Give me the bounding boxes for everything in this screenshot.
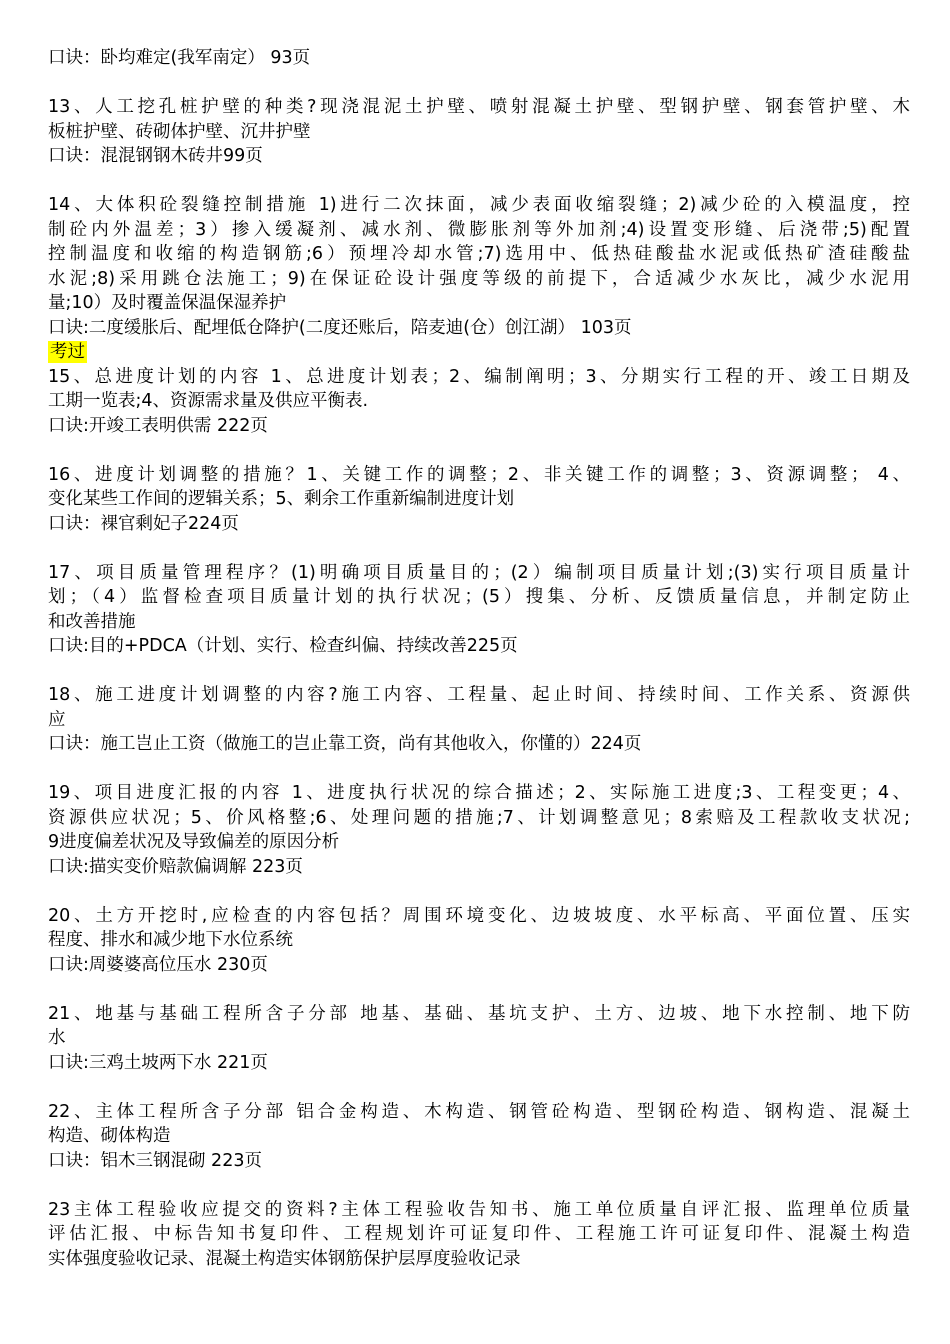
paragraph-gap	[48, 536, 910, 561]
paragraph-gap	[48, 1173, 910, 1198]
text-line: 水	[48, 1028, 66, 1048]
text-line: 和改善措施	[48, 611, 136, 632]
paragraph-gap	[48, 1075, 910, 1100]
text-line: 评估汇报、中标告知书复印件、工程规划许可证复印件、工程施工许可证复印件、混凝土构造	[48, 1224, 910, 1244]
paragraph-gap	[48, 879, 910, 904]
text-line: 口诀：卧均难定(我军南定） 93页	[48, 48, 311, 68]
text-line: 板桩护壁、砖砌体护壁、沉井护壁	[48, 121, 311, 142]
text-line: 口诀：混混钢钢木砖井99页	[48, 146, 263, 166]
paragraph-gap	[48, 757, 910, 782]
paragraph-gap	[48, 659, 910, 684]
text-line: 口诀：铝木三钢混砌 223页	[48, 1150, 262, 1171]
text-line: 构造、砌体构造	[48, 1126, 171, 1146]
text-line: 实体强度验收记录、混凝土构造实体钢筋保护层厚度验收记录	[48, 1248, 521, 1269]
text-line: 21、地基与基础工程所含子分部 地基、基础、基坑支护、土方、边坡、地下水控制、地下防	[48, 1003, 910, 1024]
paragraph-gap	[48, 977, 910, 1002]
paragraph-gap	[48, 438, 910, 463]
paragraph-gap	[48, 71, 910, 96]
highlight-row	[48, 340, 910, 365]
document-page	[48, 46, 910, 1271]
text-line: 口诀:开竣工表明供需 222页	[48, 415, 268, 436]
text-line: 16、进度计划调整的措施？1、关键工作的调整；2、非关键工作的调整；3、资源调整； 4、	[48, 464, 910, 485]
text-line: 口诀:三鸡土坡两下水 221页	[48, 1052, 268, 1073]
text-line: 14、大体积砼裂缝控制措施 1)进行二次抹面，减少表面收缩裂缝；2)减少砼的入模温度，控	[48, 195, 910, 215]
text-line: 资源供应状况；5、价风格整;6、处理问题的措施;7、计划调整意见；8索赔及工程款收支状况;	[48, 807, 910, 828]
text-line: 口诀:目的+PDCA（计划、实行、检查纠偏、持续改善225页	[48, 636, 518, 656]
text-line: 口诀：裸官剩妃子224页	[48, 513, 239, 534]
text-line: 量;10）及时覆盖保温保湿养护	[48, 293, 287, 313]
text-line: 控制温度和收缩的构造钢筋;6）预埋冷却水管;7)选用中、低热硅酸盐水泥或低热矿渣硅酸盐	[48, 244, 910, 264]
text-line: 13、人工挖孔桩护壁的种类?现浇混泥土护壁、喷射混凝土护壁、型钢护壁、钢套管护壁、木	[48, 97, 910, 117]
text-line: 口诀:周婆婆高位压水 230页	[48, 954, 268, 975]
text-line: 划；（4）监督检查项目质量计划的执行状况；(5）搜集、分析、反馈质量信息，并制定防止	[48, 587, 910, 607]
text-line: 水泥;8)采用跳仓法施工；9)在保证砼设计强度等级的前提下，合适减少水灰比，减少水泥用	[48, 268, 910, 289]
text-line: 应	[48, 709, 66, 730]
text-line: 9进度偏差状况及导致偏差的原因分析	[48, 832, 340, 852]
text-line: 18、施工进度计划调整的内容?施工内容、工程量、起止时间、持续时间、工作关系、资源供	[48, 685, 910, 705]
paragraph-gap	[48, 169, 910, 194]
text-line: 15、总进度计划的内容 1、总进度计划表；2、编制阐明；3、分期实行工程的开、竣工日期及	[48, 366, 910, 387]
text-line: 制砼内外温差；3）掺入缓凝剂、减水剂、微膨胀剂等外加剂;4)设置变形缝、后浇带;5)配置	[48, 219, 910, 240]
text-line: 口诀:二度缓胀后、配埋低仓降护(二度还账后，陪麦迪(仓）创江湖） 103页	[48, 317, 632, 338]
text-line: 工期一览表;4、资源需求量及供应平衡表.	[48, 391, 369, 411]
text-line: 19、项目进度汇报的内容 1、进度执行状况的综合描述；2、实际施工进度;3、工程变更；4、	[48, 783, 910, 803]
text-line: 23主体工程验收应提交的资料?主体工程验收告知书、施工单位质量自评汇报、监理单位质量	[48, 1199, 910, 1220]
text-line: 17、项目质量管理程序？(1)明确项目质量目的；(2）编制项目质量计划;(3)实行项目质量计	[48, 562, 910, 583]
text-line: 程度、排水和减少地下水位系统	[48, 930, 293, 950]
highlight-tag: 考过	[50, 342, 85, 362]
text-line: 口诀：施工岂止工资（做施工的岂止靠工资，尚有其他收入，你懂的）224页	[48, 734, 642, 754]
text-line: 20、土方开挖时,应检查的内容包括？周围环境变化、边坡坡度、水平标高、平面位置、压实	[48, 905, 910, 926]
text-line: 22、主体工程所含子分部 铝合金构造、木构造、钢管砼构造、型钢砼构造、钢构造、混凝土	[48, 1101, 910, 1122]
text-line: 口诀:描实变价赔款偏调解 223页	[48, 856, 303, 877]
text-line: 变化某些工作间的逻辑关系；5、剩余工作重新编制进度计划	[48, 489, 515, 509]
